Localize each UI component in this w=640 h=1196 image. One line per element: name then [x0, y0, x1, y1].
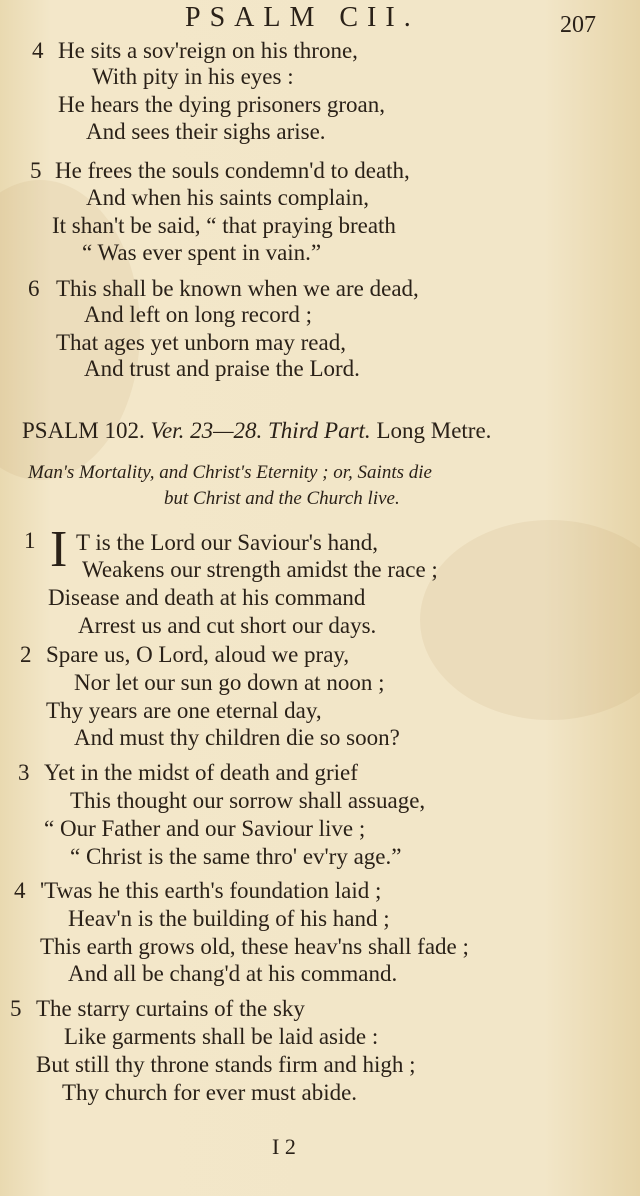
- page-number: 207: [560, 12, 596, 38]
- verse-line: And all be chang'd at his command.: [68, 961, 398, 986]
- verse-line: Yet in the midst of death and grief: [44, 760, 358, 785]
- verse-line: 'Twas he this earth's foundation laid ;: [40, 878, 382, 903]
- verse-line: Arrest us and cut short our days.: [78, 613, 377, 638]
- verse-line: “ Christ is the same thro' ev'ry age.”: [70, 844, 402, 869]
- subheading-line: but Christ and the Church live.: [164, 488, 400, 509]
- stanza-number: 6: [28, 276, 40, 301]
- verse-line: Nor let our sun go down at noon ;: [74, 670, 385, 695]
- verse-line: T is the Lord our Saviour's hand,: [76, 530, 379, 555]
- signature-mark: I 2: [272, 1134, 296, 1159]
- stanza-number: 5: [10, 996, 22, 1021]
- verse-line: He frees the souls condemn'd to death,: [55, 158, 410, 183]
- verse-line: Heav'n is the building of his hand ;: [68, 906, 390, 931]
- stanza-number: 4: [14, 878, 26, 903]
- verse-line: Weakens our strength amidst the race ;: [82, 557, 438, 582]
- verse-line: “ Our Father and our Saviour live ;: [44, 816, 366, 841]
- subheading-line: Man's Mortality, and Christ's Eternity ; or, Saints die: [28, 462, 432, 483]
- verse-line: He sits a sov'reign on his throne,: [58, 38, 358, 63]
- heading-part: Third Part.: [268, 418, 371, 443]
- heading-verses: Ver. 23—28.: [150, 418, 263, 443]
- verse-line: He hears the dying prisoners groan,: [58, 92, 386, 117]
- verse-line: And trust and praise the Lord.: [84, 356, 360, 381]
- verse-line: Thy church for ever must abide.: [62, 1080, 358, 1105]
- verse-line: This shall be known when we are dead,: [56, 276, 419, 301]
- psalm-heading: [22, 418, 491, 444]
- verse-line: It shan't be said, “ that praying breath: [52, 213, 396, 238]
- verse-line: But still thy throne stands firm and high ;: [36, 1052, 416, 1077]
- verse-line: Disease and death at his command: [48, 585, 366, 610]
- verse-line: “ Was ever spent in vain.”: [82, 240, 322, 265]
- verse-line: And sees their sighs arise.: [86, 119, 326, 144]
- stanza-number: 4: [32, 38, 44, 63]
- heading-psalm: PSALM 102.: [22, 418, 145, 443]
- stanza-number: 5: [30, 158, 42, 183]
- heading-metre: Long Metre.: [376, 418, 492, 443]
- verse-line: And must thy children die so soon?: [74, 725, 400, 750]
- verse-line: And when his saints complain,: [86, 185, 369, 210]
- stanza-number: 1: [24, 528, 36, 553]
- verse-line: This thought our sorrow shall assuage,: [70, 788, 426, 813]
- stanza-number: 3: [18, 760, 30, 785]
- verse-line: Spare us, O Lord, aloud we pray,: [46, 642, 350, 667]
- verse-line: Thy years are one eternal day,: [46, 698, 322, 723]
- verse-line: The starry curtains of the sky: [36, 996, 305, 1021]
- verse-line: And left on long record ;: [84, 302, 313, 327]
- drop-cap: I: [50, 521, 68, 578]
- verse-line: This earth grows old, these heav'ns shall fade ;: [40, 934, 469, 959]
- running-title: PSALM CII.: [185, 2, 420, 33]
- verse-line: With pity in his eyes :: [92, 64, 294, 89]
- paper-stain: [420, 520, 640, 720]
- verse-line: That ages yet unborn may read,: [56, 330, 346, 355]
- page-header: [0, 2, 640, 42]
- stanza-number: 2: [20, 642, 32, 667]
- verse-line: Like garments shall be laid aside :: [64, 1024, 379, 1049]
